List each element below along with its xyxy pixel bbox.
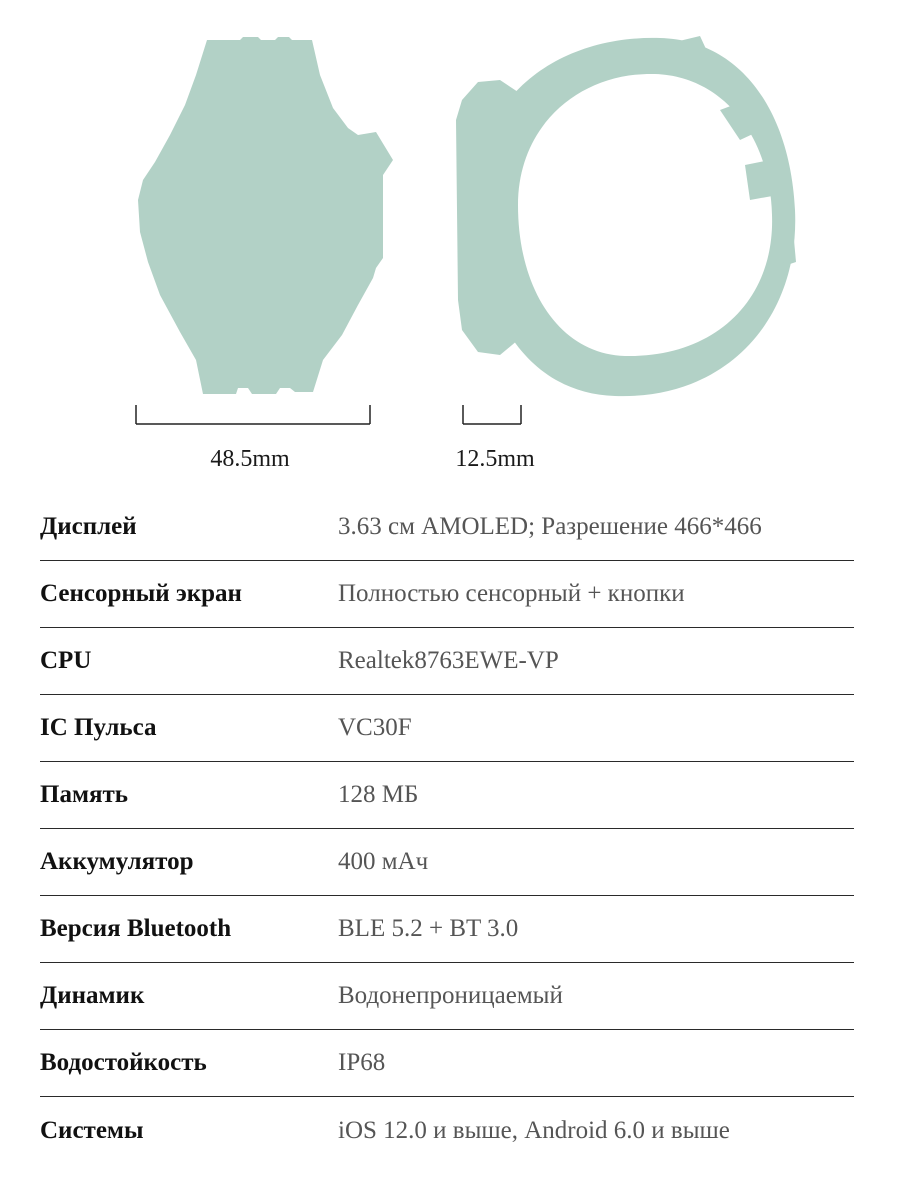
specifications-table [40, 494, 854, 1164]
dimension-bracket-depth [463, 405, 521, 424]
spec-row-display [40, 494, 854, 561]
dimension-width-label: 48.5mm [210, 446, 290, 472]
spec-row-cpu [40, 628, 854, 695]
watch-front-view [138, 37, 393, 394]
spec-value: 3.63 см AMOLED; Разрешение 466*466 [338, 513, 762, 540]
spec-value: Realtek8763EWE-VP [338, 647, 559, 674]
spec-label: Динамик [40, 982, 145, 1009]
spec-label: CPU [40, 647, 92, 674]
spec-value: Полностью сенсорный + кнопки [338, 580, 685, 607]
spec-row-battery [40, 829, 854, 896]
watch-dimensions-illustration [0, 0, 900, 490]
spec-label: Версия Bluetooth [40, 915, 232, 942]
dimension-bracket-width [136, 405, 370, 424]
watch-side-view [456, 36, 796, 396]
spec-label: IC Пульса [40, 714, 157, 741]
spec-row-bluetooth [40, 896, 854, 963]
spec-label: Сенсорный экран [40, 580, 242, 607]
spec-value: 400 мАч [338, 848, 429, 875]
dimension-depth-label: 12.5mm [455, 446, 535, 472]
spec-value: BLE 5.2 + BT 3.0 [338, 915, 519, 942]
spec-value: Водонепроницаемый [338, 982, 563, 1009]
spec-row-touchscreen [40, 561, 854, 628]
spec-label: Системы [40, 1116, 144, 1144]
spec-label: Дисплей [40, 513, 137, 540]
spec-row-systems [40, 1097, 854, 1164]
spec-value: 128 МБ [338, 781, 419, 808]
spec-label: Водостойкость [40, 1049, 207, 1076]
spec-label: Аккумулятор [40, 848, 194, 875]
spec-row-heart-rate-ic [40, 695, 854, 762]
spec-row-water-resistance [40, 1030, 854, 1097]
spec-value: IP68 [338, 1049, 386, 1076]
spec-row-memory [40, 762, 854, 829]
spec-value: VC30F [338, 714, 412, 741]
spec-row-speaker [40, 963, 854, 1030]
spec-value: iOS 12.0 и выше, Android 6.0 и выше [338, 1116, 730, 1144]
spec-label: Память [40, 781, 129, 808]
